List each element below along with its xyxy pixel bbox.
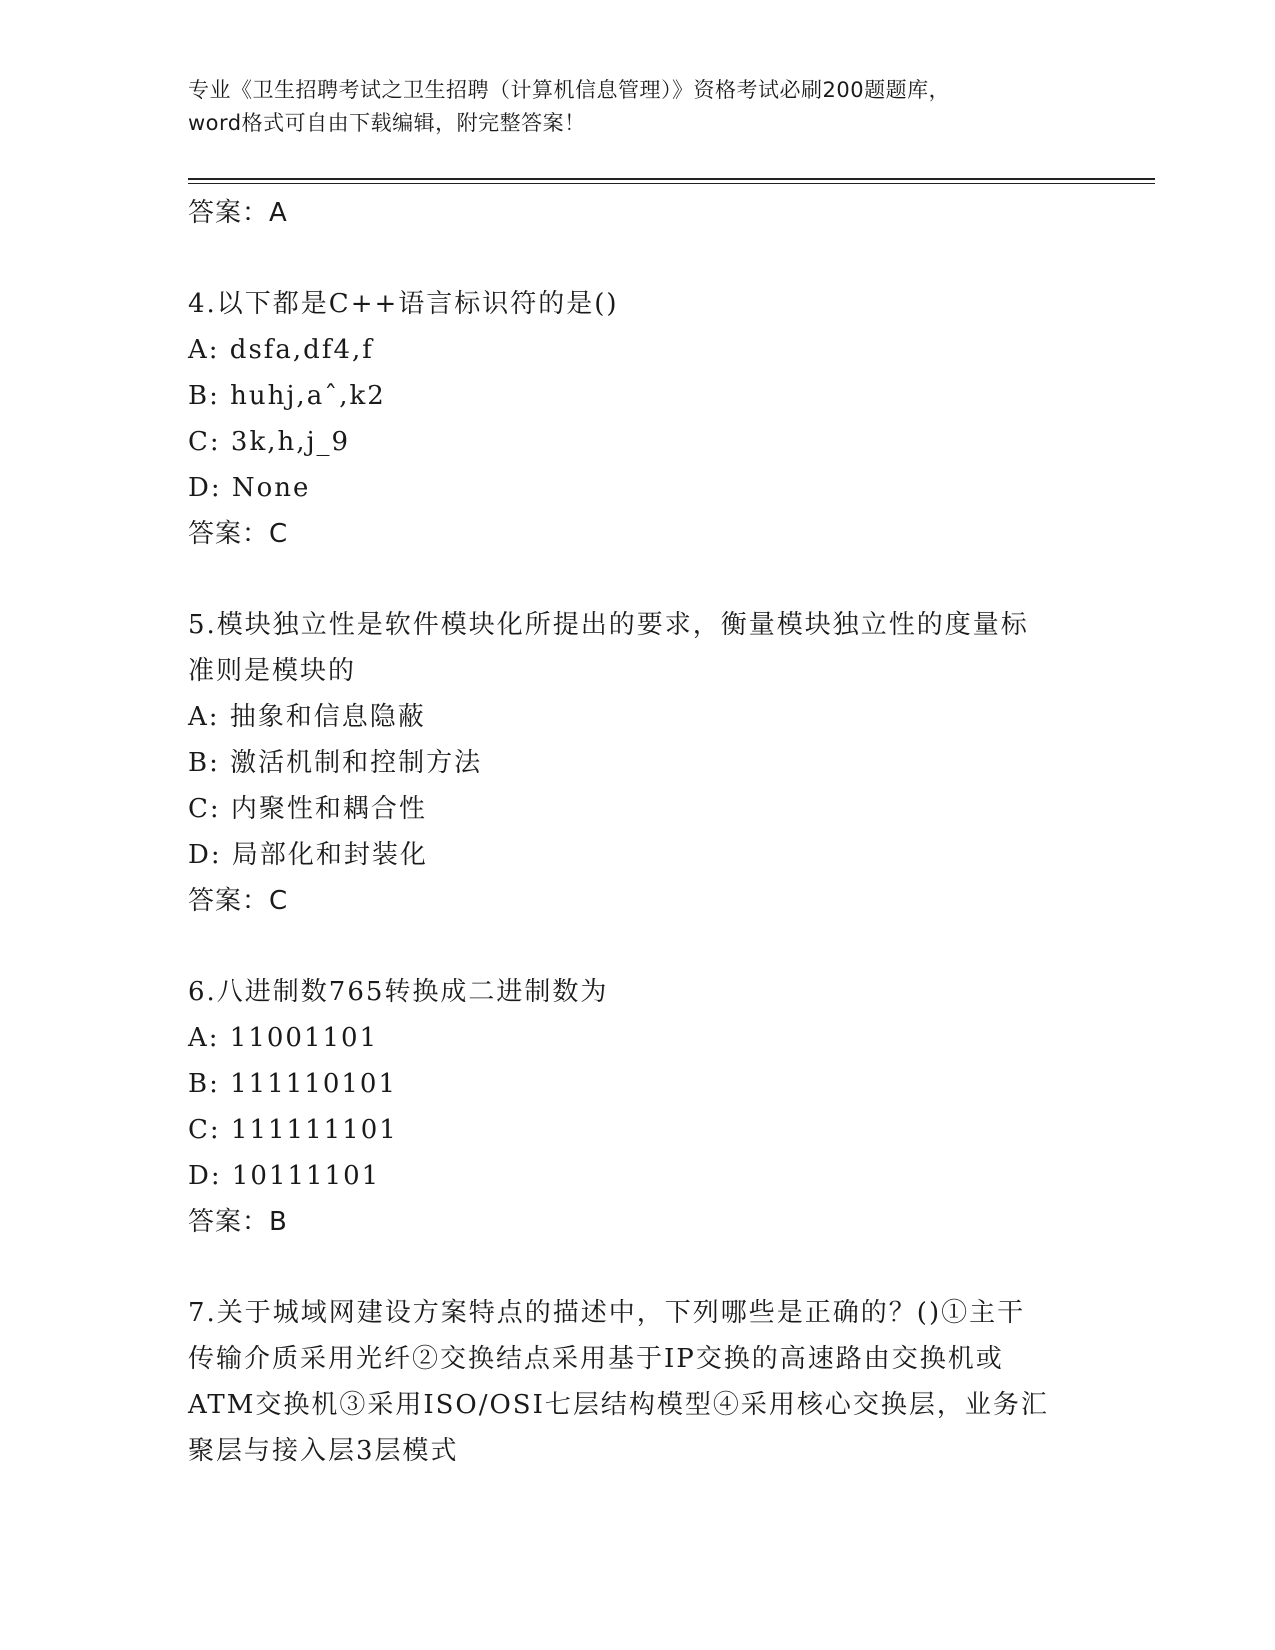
option-b: B: 激活机制和控制方法: [188, 748, 483, 778]
option-c: C: 3k,h,j_9: [188, 427, 351, 457]
option-c: C: 111111101: [188, 1115, 398, 1145]
question-4: [188, 281, 1088, 557]
header-rule-thin: [188, 183, 1155, 184]
question-7: [188, 1290, 1088, 1474]
option-d: D: None: [188, 473, 311, 503]
header-rule-thick: [188, 178, 1155, 180]
question-stem: 准则是模块的: [188, 656, 357, 686]
question-stem: 5.模块独立性是软件模块化所提出的要求，衡量模块独立性的度量标: [188, 610, 1029, 640]
question-5: [188, 602, 1088, 924]
option-a: A: 11001101: [188, 1023, 379, 1053]
answer-line: 答案：C: [188, 519, 289, 549]
option-b: B: 111110101: [188, 1069, 398, 1099]
option-a: A: 抽象和信息隐蔽: [188, 702, 426, 732]
answer-line: 答案：C: [188, 886, 289, 916]
answer-line: 答案：A: [188, 198, 288, 228]
header-line-1: 专业《卫生招聘考试之卫生招聘（计算机信息管理）》资格考试必刷200题题库，: [188, 78, 951, 102]
question-stem: 7.关于城域网建设方案特点的描述中，下列哪些是正确的？()①主干: [188, 1298, 1026, 1328]
header-line-2: word格式可自由下载编辑，附完整答案！: [188, 111, 586, 135]
question-stem: 聚层与接入层3层模式: [188, 1436, 459, 1466]
answer-line: 答案：B: [188, 1207, 288, 1237]
question-6: [188, 969, 1088, 1245]
document-header: [188, 74, 1088, 140]
document-body: [188, 190, 1088, 1474]
option-a: A: dsfa,df4,f: [188, 335, 374, 365]
option-d: D: 局部化和封装化: [188, 840, 428, 870]
option-d: D: 10111101: [188, 1161, 381, 1191]
option-c: C: 内聚性和耦合性: [188, 794, 427, 824]
question-stem: 4.以下都是C++语言标识符的是(): [188, 289, 619, 319]
question-stem: 传输介质采用光纤②交换结点采用基于IP交换的高速路由交换机或: [188, 1344, 1004, 1374]
question-stem: 6.八进制数765转换成二进制数为: [188, 977, 609, 1007]
option-b: B: huhj,aˆ,k2: [188, 381, 386, 411]
question-stem: ATM交换机③采用ISO/OSI七层结构模型④采用核心交换层，业务汇: [188, 1390, 1049, 1420]
